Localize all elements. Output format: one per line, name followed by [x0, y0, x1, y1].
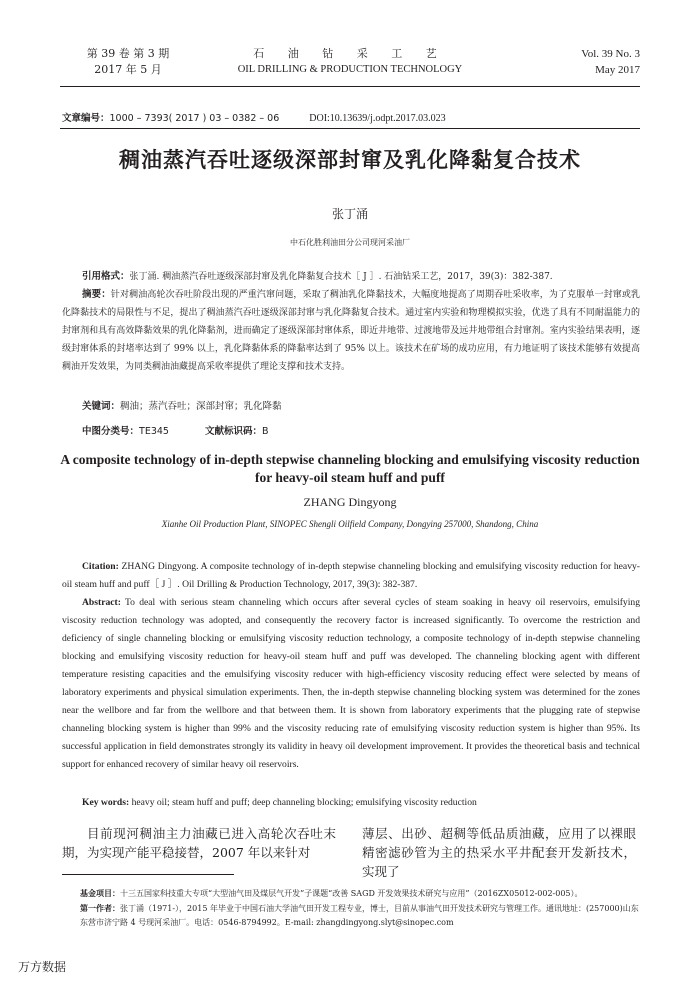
abstract-en-text: To deal with serious steam channeling which occurs after several cycles of steam soaking in heavy oil reservoirs, emulsifying viscosity reduction technology was adopted, and consequently the recovery factor is increased significantly. To overcome the restriction and deficiency of single channeling blocking or emulsifying viscosity reduction technology, a composite technology of in-depth stepwise channeling blocking and emulsifying viscosity reduction for heavy-oil steam huff and puff was developed. The channeling blocking agent with different temperature resisting capacities and the emulsifying viscosity reducer with high-efficiency viscosity reducing effect were selected by means of laboratory experiments and physical simulation experiments. Then, the in-depth stepwise channeling blocking system was determined for the zones near the wellbore and far from the wellbore and that between them. It is shown from laboratory experiments that the plugging rate of stepwise channeling blocking system is higher than 99% and the viscosity reducing rate of emulsifying viscosity reduction system is higher than 95%. Its successful application in field demonstrates strongly its validity in heavy oil development improvement. It provides the theoretical basis and technical support for enhanced recovery of similar heavy oil reservoirs.	[62, 597, 640, 770]
keywords-en	[82, 797, 477, 808]
author-en: ZHANG Dingyong	[303, 495, 397, 509]
keywords-cn-label: 关键词：	[82, 401, 121, 412]
keywords-cn-text: 稠油；蒸汽吞吐；深部封窜；乳化降黏	[120, 401, 282, 412]
doc-code: B	[261, 426, 269, 437]
footnote-author	[80, 902, 640, 930]
title-cn: 稠油蒸汽吞吐逐级深部封窜及乳化降黏复合技术	[119, 148, 581, 172]
keywords-en-text: heavy oil; steam huff and puff; deep channeling blocking; emulsifying viscosity reduction	[131, 797, 477, 808]
doi: DOI:10.13639/j.odpt.2017.03.023	[309, 113, 446, 124]
classification-cn	[82, 423, 269, 437]
first-author-text: 张丁涌（1971-），2015 年毕业于中国石油大学油气田开发工程专业，博士，目前从事油气田开发技术研究与管理工作。通讯地址：(257000)山东东营市济宁路 4 号现河采油厂。电话：0546-8794992。E-mail: zhangdingyong.slyt@sinopec.com	[80, 904, 639, 927]
date-cn: 2017 年 5 月	[94, 63, 162, 76]
abstract-cn-text: 针对稠油高轮次吞吐阶段出现的严重汽窜问题，采取了稠油乳化降黏技术，大幅度地提高了周期吞吐采收率，为了克服单一封窜或乳化降黏技术的局限性与不足，提出了稠油蒸汽吞吐逐级深部封窜与乳化降黏复合技术。通过室内实验和物理模拟实验，优选了具有不同耐温能力的封窜剂和具有高效降黏效果的乳化降黏剂，进而确定了逐级深部封窜体系，即近井地带、过渡地带及远井地带组合封窜剂。室内实验结果表明，逐级封窜体系的封堵率达到了 99% 以上，乳化降黏体系的降黏率达到了 95% 以上。该技术在矿场的成功应用，有力地证明了该技术能够有效提高稠油开发效果，为同类稠油油藏提高采收率提供了理论支撑和技术支持。	[62, 290, 640, 372]
fund-text: 十三五国家科技重大专项“大型油气田及煤层气开发”子课题“改善 SAGD 开发效果技术研究与应用”（2016ZX05012-002-005）。	[120, 889, 583, 898]
body-column-left: 目前现河稠油主力油藏已进入高轮次吞吐末期，为实现产能平稳接替，2007 年以来针对	[62, 826, 336, 860]
abstract-cn	[62, 286, 640, 376]
affiliation-en: Xianhe Oil Production Plant, SINOPEC Shengli Oilfield Company, Dongying 257000, Shandong, China	[161, 519, 539, 529]
abstract-en	[62, 594, 640, 774]
citation-en	[62, 558, 640, 594]
date-en: May 2017	[595, 64, 640, 76]
first-author-label: 第一作者：	[80, 904, 120, 913]
article-number: 1000 – 7393( 2017 ) 03 – 0382 – 06	[109, 113, 280, 124]
author-cn: 张丁涌	[331, 207, 368, 221]
fund-label: 基金项目：	[80, 889, 120, 898]
keywords-en-label: Key words:	[82, 797, 130, 808]
volume-en: Vol. 39 No. 3	[581, 48, 640, 60]
citation-cn	[62, 268, 640, 286]
header-volume-en	[540, 46, 640, 78]
journal-name-en: OIL DRILLING & PRODUCTION TECHNOLOGY	[237, 64, 463, 75]
footnote-fund	[80, 887, 640, 901]
abstract-en-label: Abstract:	[82, 597, 121, 608]
volume-cn: 第 39 卷 第 3 期	[86, 47, 170, 60]
citation-en-label: Citation:	[82, 561, 119, 572]
citation-en-text: ZHANG Dingyong. A composite technology of in-depth stepwise channeling blocking and emulsifying viscosity reduction for heavy-oil steam huff and puff［ J ］. Oil Drilling & Production Technology, 2017, 39(3): 382-387.	[62, 561, 640, 590]
header-journal	[200, 46, 500, 78]
doc-code-label: 文献标识码：	[204, 426, 262, 437]
article-number-label: 文章编号：	[62, 113, 110, 124]
article-info-rule	[60, 128, 640, 129]
article-info	[62, 110, 446, 124]
keywords-cn	[82, 398, 282, 412]
header-rule	[60, 86, 640, 87]
citation-cn-label: 引用格式：	[82, 271, 130, 282]
journal-name-cn: 石 油 钻 采 工 艺	[253, 47, 447, 60]
clc-code: TE345	[139, 426, 169, 437]
watermark: 万方数据	[18, 960, 67, 974]
footnote-rule	[62, 874, 234, 875]
body-column-right: 薄层、出砂、超稠等低品质油藏，应用了以裸眼精密滤砂管为主的热采水平井配套开发新技术，实现了	[362, 826, 636, 879]
title-en: A composite technology of in-depth stepwise channeling blocking and emulsifying viscosity reduction for heavy-oil steam huff and puff	[60, 452, 640, 485]
affiliation-cn: 中石化胜利油田分公司现河采油厂	[290, 238, 410, 247]
abstract-cn-label: 摘要：	[82, 289, 111, 300]
clc-label: 中图分类号：	[82, 426, 140, 437]
citation-cn-text: 张丁涌. 稠油蒸汽吞吐逐级深部封窜及乳化降黏复合技术［ J ］. 石油钻采工艺，2017，39(3)：382-387.	[129, 272, 553, 282]
header-volume-issue	[68, 46, 188, 78]
